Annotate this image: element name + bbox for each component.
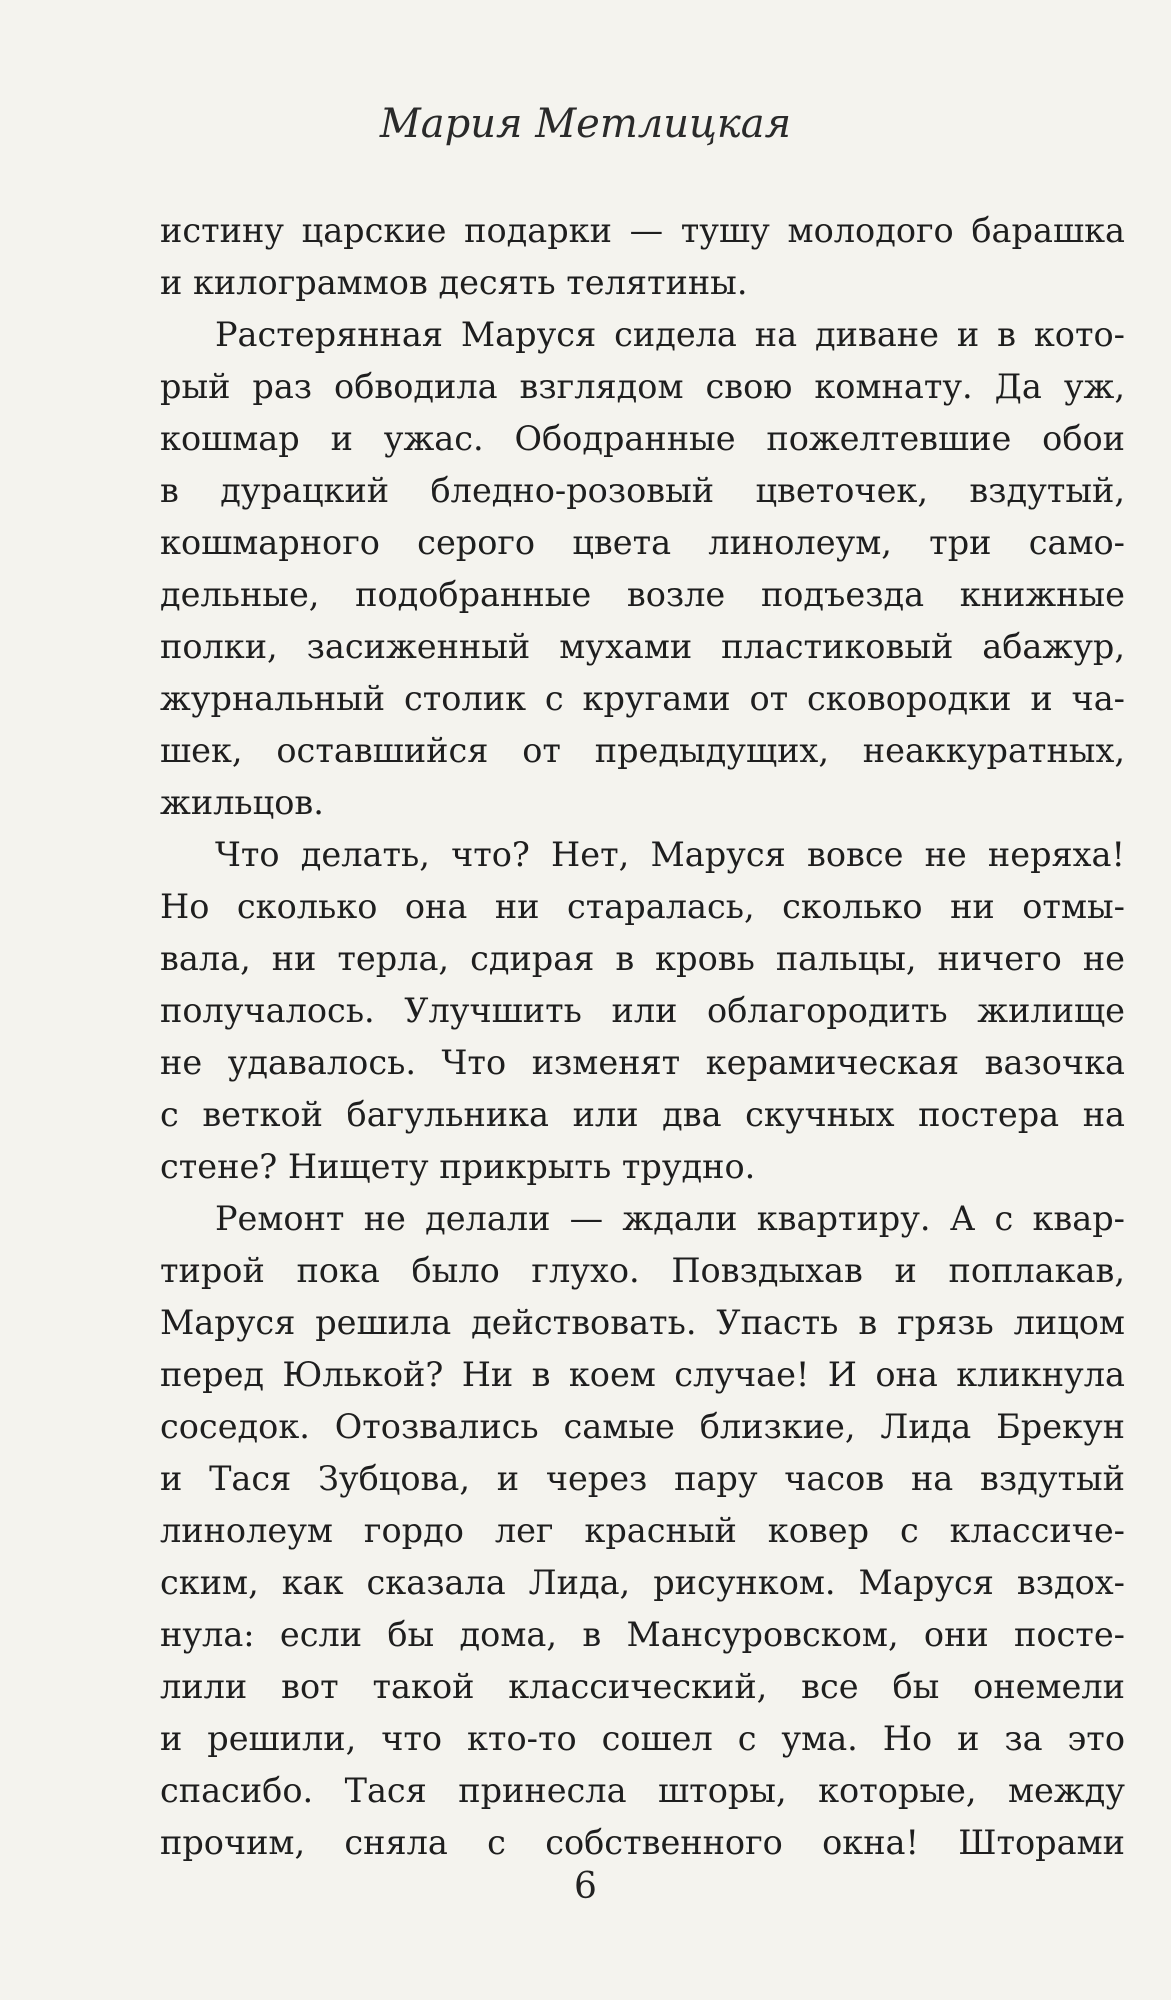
text-line: шек, оставшийся от предыдущих, неаккуратных, (160, 731, 1125, 770)
text-line: линолеум гордо лег красный ковер с классиче- (160, 1511, 1125, 1550)
text-line: ским, как сказала Лида, рисунком. Маруся вздох- (160, 1563, 1125, 1602)
text-line: Растерянная Маруся сидела на диване и в кото- (215, 315, 1125, 354)
text-line: и решили, что кто-то сошел с ума. Но и за это (160, 1719, 1125, 1758)
text-line: Маруся решила действовать. Упасть в грязь лицом (160, 1303, 1125, 1342)
text-line: и Тася Зубцова, и через пару часов на вздутый (160, 1459, 1125, 1498)
text-line: журнальный столик с кругами от сковородки и ча- (160, 679, 1125, 718)
text-line: истину царские подарки — тушу молодого барашка (160, 211, 1125, 250)
text-line: лили вот такой классический, все бы онемели (160, 1667, 1125, 1706)
text-line: и килограммов десять телятины. (160, 263, 748, 302)
text-line: кошмарного серого цвета линолеум, три само- (160, 523, 1125, 562)
paragraph (160, 309, 1125, 829)
page-number: 6 (574, 1866, 597, 1907)
text-line: соседок. Отозвались самые близкие, Лида Брекун (160, 1407, 1125, 1446)
paragraph (160, 829, 1125, 1193)
text-line: в дурацкий бледно-розовый цветочек, вздутый, (160, 471, 1125, 510)
text-line: дельные, подобранные возле подъезда книжные (160, 575, 1125, 614)
text-line: Что делать, что? Нет, Маруся вовсе не неряха! (215, 835, 1125, 874)
text-line: кошмар и ужас. Ободранные пожелтевшие обои (160, 419, 1125, 458)
text-line: Но сколько она ни старалась, сколько ни отмы- (160, 887, 1125, 926)
text-line: перед Юлькой? Ни в коем случае! И она кликнула (160, 1355, 1125, 1394)
body-text (160, 205, 1125, 1869)
text-line: полки, засиженный мухами пластиковый абажур, (160, 627, 1125, 666)
text-line: спасибо. Тася принесла шторы, которые, между (160, 1771, 1125, 1810)
text-line: вала, ни терла, сдирая в кровь пальцы, ничего не (160, 939, 1125, 978)
text-line: стене? Нищету прикрыть трудно. (160, 1147, 756, 1186)
paragraph (160, 1193, 1125, 1869)
text-line: Ремонт не делали — ждали квартиру. А с квар- (215, 1199, 1125, 1238)
text-line: получалось. Улучшить или облагородить жилище (160, 991, 1125, 1030)
paragraph (160, 205, 1125, 309)
text-line: жильцов. (160, 783, 324, 822)
text-line: не удавалось. Что изменят керамическая вазочка (160, 1043, 1125, 1082)
text-line: тирой пока было глухо. Повздыхав и поплакав, (160, 1251, 1125, 1290)
running-head-author: Мария Метлицкая (379, 101, 792, 147)
text-line: прочим, сняла с собственного окна! Шторами (160, 1823, 1125, 1862)
text-line: нула: если бы дома, в Мансуровском, они посте- (160, 1615, 1125, 1654)
text-line: с веткой багульника или два скучных постера на (160, 1095, 1125, 1134)
text-line: рый раз обводила взглядом свою комнату. Да уж, (160, 367, 1125, 406)
